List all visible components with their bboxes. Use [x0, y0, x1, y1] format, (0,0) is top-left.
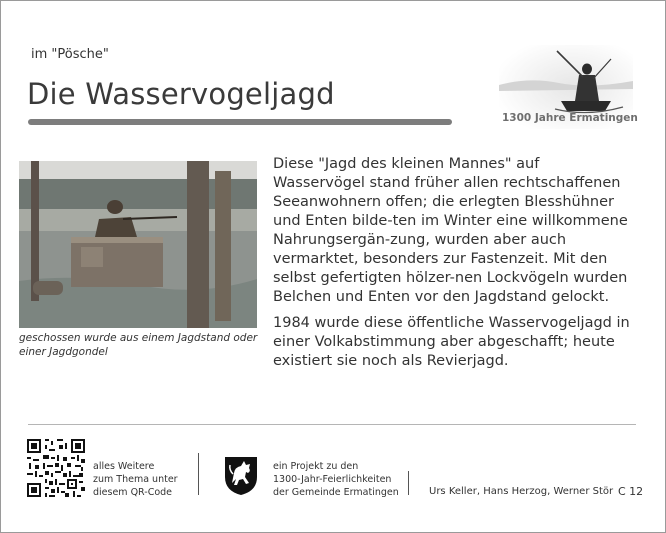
hunting-stand-photo: [19, 161, 257, 328]
project-note: [273, 460, 399, 499]
article-text: [273, 155, 633, 378]
footer-separator: [408, 471, 409, 495]
qr-hint-line: alles Weitere: [93, 461, 155, 472]
footer-divider: [28, 424, 636, 425]
footer-separator: [198, 453, 199, 495]
authors: Urs Keller, Hans Herzog, Werner Stör: [429, 486, 614, 497]
page-subtitle: im "Pösche": [31, 47, 109, 62]
article-paragraph: Diese "Jagd des kleinen Mannes" auf Wasservögel stand früher allen rechtschaffenen Seeanwohnern offen; die erlegten Blesshühner und Enten bilde-ten im Winter eine willkommene Nahrungsergän-zung, wurden aber auch vermarktet, besonders zur Fastenzeit. Mit den selbst gefertigten hölzer-nen Lockvögeln wurden Belchen und Enten vor den Jagdstand gelockt.: [273, 156, 628, 305]
project-note-line: 1300-Jahr-Feierlichkeiten: [273, 474, 392, 485]
panel-code: C 12: [618, 485, 644, 498]
page-title: Die Wasservogeljagd: [27, 77, 335, 111]
photo-caption: geschossen wurde aus einem Jagdstand oder einer Jagdgondel: [19, 332, 258, 358]
qr-hint: [93, 460, 178, 499]
ermatingen-crest-icon: [223, 455, 259, 497]
title-underline: [28, 119, 452, 125]
qr-hint-line: zum Thema unter: [93, 474, 178, 485]
project-note-line: ein Projekt zu den: [273, 461, 359, 472]
article-paragraph: 1984 wurde diese öffentliche Wasservogeljagd in einer Volkabstimmung aber abgeschafft; heute existiert sie noch als Revierjagd.: [273, 315, 630, 369]
qr-hint-line: diesem QR-Code: [93, 487, 173, 498]
anniversary-logo-text: 1300 Jahre Ermatingen: [502, 112, 638, 124]
qr-code[interactable]: [27, 439, 85, 497]
project-note-line: der Gemeinde Ermatingen: [273, 487, 399, 498]
